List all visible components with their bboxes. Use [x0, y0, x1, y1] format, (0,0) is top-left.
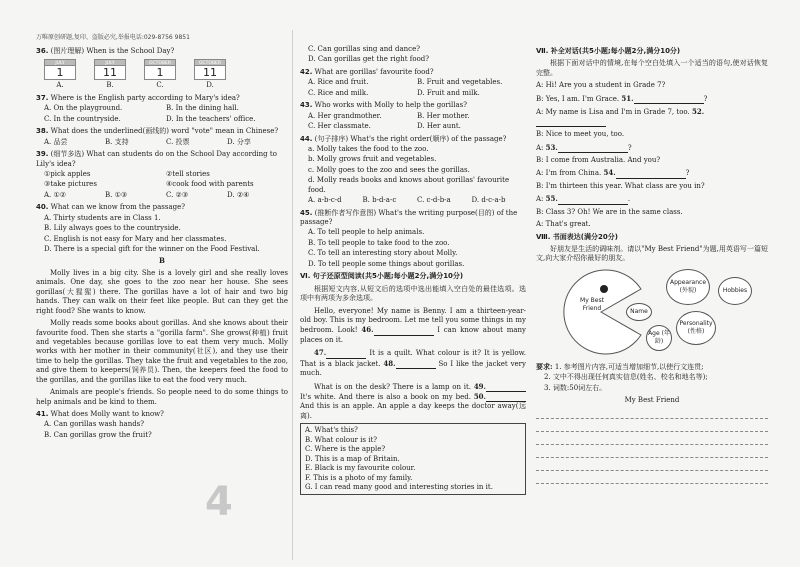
calendar-icon: JULY 11 [94, 59, 126, 80]
option[interactable]: B. Fruit and vegetables. [417, 78, 503, 87]
section-heading: Ⅵ. 句子还原型阅读(共5小题;每小题2分,满分10分) [300, 272, 464, 281]
options-row [36, 104, 288, 113]
column-left [36, 44, 288, 440]
question-40: 40. What can we know from the passage? [36, 203, 186, 212]
question-37: 37. Where is the English party according to Mary's idea? [36, 93, 240, 102]
option[interactable]: A. 品尝 [44, 137, 68, 146]
section-instructions: 根据短文内容,从短文后的选项中选出能填入空白处的最佳选项。选项中有两项为多余选项。 [300, 284, 526, 303]
answer-blank[interactable] [536, 119, 606, 127]
dialog [536, 81, 768, 229]
option[interactable]: D. ②④ [227, 190, 250, 199]
dialog-line: B: I come from Australia. And you? [536, 155, 661, 164]
option[interactable]: A. ①② [44, 190, 67, 199]
dialog-line: B: Nice to meet you, too. [536, 130, 625, 139]
option[interactable]: A. Can gorillas wash hands? [44, 420, 145, 429]
option[interactable]: C. ②③ [166, 190, 189, 199]
answer-blank[interactable] [396, 361, 436, 369]
essay-title: My Best Friend [624, 396, 680, 405]
option[interactable]: D. Fruit and milk. [417, 88, 480, 97]
option-label[interactable]: B. [106, 81, 114, 90]
options-row [300, 122, 526, 131]
passage-paragraph: Molly lives in a big city. She is a lovely girl and she really loves animals. One day, she goes to the zoo near her house. She sees gorillas(大猩猩) there. The gorillas have a lot of hair and two big hands. They can walk on their feet like people. But can they get the right food? She wants to know. [36, 268, 288, 315]
page-number: 4 [205, 479, 233, 525]
options-row [300, 112, 526, 121]
calendar-icon: OCTOBER 11 [194, 59, 226, 80]
items-row: ③take pictures ④cook food with parents [44, 180, 254, 189]
answer-blank[interactable] [374, 328, 434, 336]
bubble-appearance: Appearance (外貌) [666, 269, 710, 305]
answer-blank[interactable] [486, 384, 526, 392]
bubble-hobbies: Hobbies [718, 277, 752, 305]
option[interactable]: A. To tell people to help animals. [308, 228, 425, 237]
question-number: 36. [36, 47, 49, 55]
option[interactable]: D. Can gorillas get the right food? [308, 55, 430, 64]
option[interactable]: D. d-c-a-b [471, 196, 506, 205]
column-right: Ⅶ. 补全对话(共5小题;每小题2分,满分10分) 根据下面对话中的情境,在每个空白处填入一个适当的语句,使对话恢复完整。 A: Hi! Are you a student in Grade 7? B: Yes, I am. I'm Grace. 51. ? A: My name is Lisa and I'm in Grade 7, too. 52. B: Nice to meet you, too. A: 53. ? B: I come from Australia. And you? A: I'm from China. 54. ? B: I'm thirteen this year. What class are you in? A: 55. . B: Class 3? Oh! We are in the same class. A: That's great. Ⅷ. 书面表达(满分20分) 好朋友是生活的调味剂。请以"My Best Friend"为题,用英语写一篇短文,向大家介绍你最好的朋友。 My Best Friend Name Age (年龄) Appearance (外貌) Personality (性格) Hobbies 要求: 1. 参考图片内容,可适当增加细节,以使行文连贯; 2. 文中不得出现任何真实信息(姓名、校名和地名等); 3. 词数:50词左右。 My Best Friend [536, 44, 768, 484]
option[interactable]: D. To tell people some things about gorillas. [308, 259, 465, 268]
choice[interactable]: C. Where is the apple? [305, 445, 386, 454]
option[interactable]: A. On the playground. [44, 104, 123, 113]
option[interactable]: C. English is not easy for Mary and her classmates. [44, 234, 227, 243]
dialog-line: B: Yes, I am. I'm Grace. 51. ? [536, 93, 708, 103]
passage-paragraph: Hello, everyone! My name is Benny. I am a thirteen-year-old boy. This is my bedroom. Let me tell you some things in my bedroom. Look! 46. I can know about many places on it. [300, 306, 526, 344]
option[interactable]: B. Her mother. [417, 111, 470, 120]
dialog-line: A: 53. ? [536, 142, 632, 152]
question-36 [36, 47, 288, 56]
dialog-line: B: I'm thirteen this year. What class are you in? [536, 181, 705, 190]
question-text: (图片理解) When is the School Day? [50, 47, 175, 55]
options-row [300, 78, 526, 87]
section-heading: Ⅷ. 书面表达(满分20分) [536, 232, 618, 241]
bubble-personality: Personality (性格) [676, 311, 716, 345]
section-instructions: 根据下面对话中的情境,在每个空白处填入一个适当的语句,使对话恢复完整。 [536, 59, 768, 77]
choice[interactable]: A. What's this? [305, 426, 358, 435]
section-instructions: 好朋友是生活的调味剂。请以"My Best Friend"为题,用英语写一篇短文,向大家介绍你最好的朋友。 [536, 245, 768, 263]
option[interactable]: D. In the teachers' office. [166, 114, 256, 123]
answer-blank[interactable] [558, 197, 628, 205]
options-row [300, 89, 526, 98]
choice[interactable]: D. This is a map of Britain. [305, 454, 400, 463]
answer-blank[interactable] [558, 145, 628, 153]
choice[interactable]: G. I can read many good and interesting stories in it. [305, 482, 493, 491]
option[interactable]: C. Can gorillas sing and dance? [308, 45, 420, 53]
option[interactable]: C. 投票 [166, 137, 190, 146]
options-row [300, 196, 526, 205]
dialog-line: A: I'm from China. 54. ? [536, 168, 690, 178]
bubble-name: Name [626, 303, 652, 321]
calendar-icon: OCTOBER 1 [144, 59, 176, 80]
dialog-line: A: 55. . [536, 194, 631, 204]
writing-area[interactable] [536, 406, 768, 484]
passage-paragraph: What is on the desk? There is a lamp on it. 49. It's white. And there is also a book on my bed. 50. And this is an apple. An apple a day keeps the doctor away(远离). [300, 381, 526, 420]
answer-blank[interactable] [326, 351, 366, 359]
option[interactable]: A. Thirty students are in Class 1. [44, 213, 161, 222]
option-label[interactable]: D. [206, 81, 214, 90]
mind-map-center: My Best Friend [580, 296, 604, 312]
question-45: 45. (推断作者写作意图) What's the writing purpose(目的) of the passage? [300, 208, 518, 226]
question-42: 42. What are gorillas' favourite food? [300, 67, 434, 76]
option[interactable]: B. In the dining hall. [166, 104, 239, 113]
section-heading: Ⅶ. 补全对话(共5小题;每小题2分,满分10分) [536, 47, 681, 55]
option[interactable]: C. Rice and milk. [308, 88, 369, 97]
passage-paragraph: 47. It is a quilt. What colour is it? It is yellow. That is a black jacket. 48. So I like the jacket very much. [300, 348, 526, 378]
calendar-options [44, 81, 288, 90]
bubble-age: Age (年龄) [646, 325, 672, 351]
question-44: 44. (句子排序) What's the right order(顺序) of the passage? [300, 134, 507, 143]
question-43: 43. Who works with Molly to help the gorillas? [300, 101, 468, 110]
dialog-line: A: Hi! Are you a student in Grade 7? [536, 81, 666, 90]
passage-paragraph: Molly reads some books about gorillas. And she knows about their favourite food. Then she starts a "gorilla farm". She grows(种植) fruit and vegetables because gorillas love to eat them very much. Molly works with her mother in their community(社区), and they use their time to help the gorillas. They take the fruit and vegetables to the zoo, and give them to keepers(饲养员). Then, the keepers feed the food to the gorillas, and the gorillas like to eat the food very much. [36, 319, 288, 384]
option[interactable]: B. Can gorillas grow the fruit? [44, 430, 152, 439]
choice[interactable]: E. Black is my favourite colour. [305, 464, 416, 473]
choices-box [300, 423, 526, 495]
option[interactable]: D. Her aunt. [417, 122, 461, 131]
option[interactable]: B. b-d-a-c [362, 196, 397, 205]
choice[interactable]: B. What colour is it? [305, 435, 378, 444]
dialog-line: B: Class 3? Oh! We are in the same class. [536, 207, 683, 216]
option[interactable]: B. ①③ [105, 190, 128, 199]
page-fold [292, 30, 293, 560]
passage-paragraph: Animals are people's friends. So people need to do some things to help animals and be kind to them. [36, 388, 288, 406]
items-row: ①pick apples ②tell stories [44, 169, 210, 178]
options-row [36, 191, 288, 200]
calendar-row [44, 59, 288, 80]
option[interactable]: C. Her classmate. [308, 122, 371, 131]
options-row [36, 115, 288, 124]
option[interactable]: D. There is a special gift for the winner on the Food Festival. [44, 245, 260, 253]
dialog-line: A: That's great. [536, 220, 591, 229]
option-label[interactable]: A. [56, 81, 64, 90]
answer-blank[interactable] [634, 96, 704, 104]
option[interactable]: C. c-d-b-a [417, 196, 451, 205]
answer-blank[interactable] [616, 171, 686, 179]
column-middle: C. Can gorillas sing and dance? D. Can gorillas get the right food? 42. What are gorillas' favourite food? A. Rice and fruit. B. Fruit and vegetables. C. Rice and milk. D. Fruit and milk. 43. Who works with Molly to help the gorillas? A. Her grandmother. B. Her mother. C. Her classmate. D. Her aunt. 44. (句子排序) What's the right order(顺序) of the passage? a. Molly takes the food to the zoo. b. Molly grows fruit and vegetables. c. Molly goes to the zoo and sees the gorillas. d. Molly reads books and knows about gorillas' favourite food. A. a-b-c-d B. b-d-a-c C. c-d-b-a D. d-c-a-b 45. (推断作者写作意图) What's the writing purpose(目的) of the passage? A. To tell people to help animals. B. To tell people to take food to the zoo. C. To tell an interesting story about Molly. D. To tell people some things about gorillas. Ⅵ. 句子还原型阅读(共5小题;每小题2分,满分10分) 根据短文内容,从短文后的选项中选出能填入空白处的最佳选项。选项中有两项为多余选项。 Hello, everyone! My name is Benny. I am a thirteen-year-old boy. This is my bedroom. Let me tell you some things in my bedroom. Look! 46. I can know about many places on it. 47. It is a quilt. What colour is it? It is yellow. That is a black jacket. 48. So I like the jacket very much. What is on the desk? There is a lamp on it. 49. It's white. And there is also a book on my bed. 50. And this is an apple. An apple a day keeps the doctor away(远离). A. What's this? B. What colour is it? C. Where is the apple? D. This is a map of Britain. E. Black is my favourite colour. F. This is a photo of my family. G. I can read many good and interesting stories in it. [300, 44, 526, 495]
header-notice: 万唯原创研题,复印、盗版必究,举报电话:029-8756 9851 [36, 34, 190, 41]
question-39: 39. (细节多选) What can students do on the School Day according to Lily's idea? [36, 150, 277, 168]
option[interactable]: A. Rice and fruit. [308, 78, 369, 87]
calendar-icon: JULY 1 [44, 59, 76, 80]
option[interactable]: A. Her grandmother. [308, 111, 382, 120]
option[interactable]: C. To tell an interesting story about Molly. [308, 249, 458, 258]
requirements: 要求: 1. 参考图片内容,可适当增加细节,以使行文连贯; [536, 361, 704, 371]
answer-blank[interactable] [486, 394, 526, 402]
option[interactable]: B. 支持 [105, 137, 129, 146]
option[interactable]: B. To tell people to take food to the zoo. [308, 238, 450, 247]
choice[interactable]: F. This is a photo of my family. [305, 473, 413, 482]
passage-label: B [159, 256, 165, 266]
options-row [36, 138, 288, 147]
mind-map [536, 267, 768, 359]
option-label[interactable]: C. [156, 81, 164, 90]
option[interactable]: A. a-b-c-d [308, 196, 342, 205]
question-41: 41. What does Molly want to know? [36, 410, 164, 418]
option[interactable]: D. 分享 [227, 137, 251, 146]
option[interactable]: C. In the countryside. [44, 114, 121, 123]
option[interactable]: B. Lily always goes to the countryside. [44, 224, 181, 233]
question-38: 38. What does the underlined(画线的) word "vote" mean in Chinese? [36, 127, 279, 136]
dialog-line: A: My name is Lisa and I'm in Grade 7, too. 52. [536, 107, 768, 127]
